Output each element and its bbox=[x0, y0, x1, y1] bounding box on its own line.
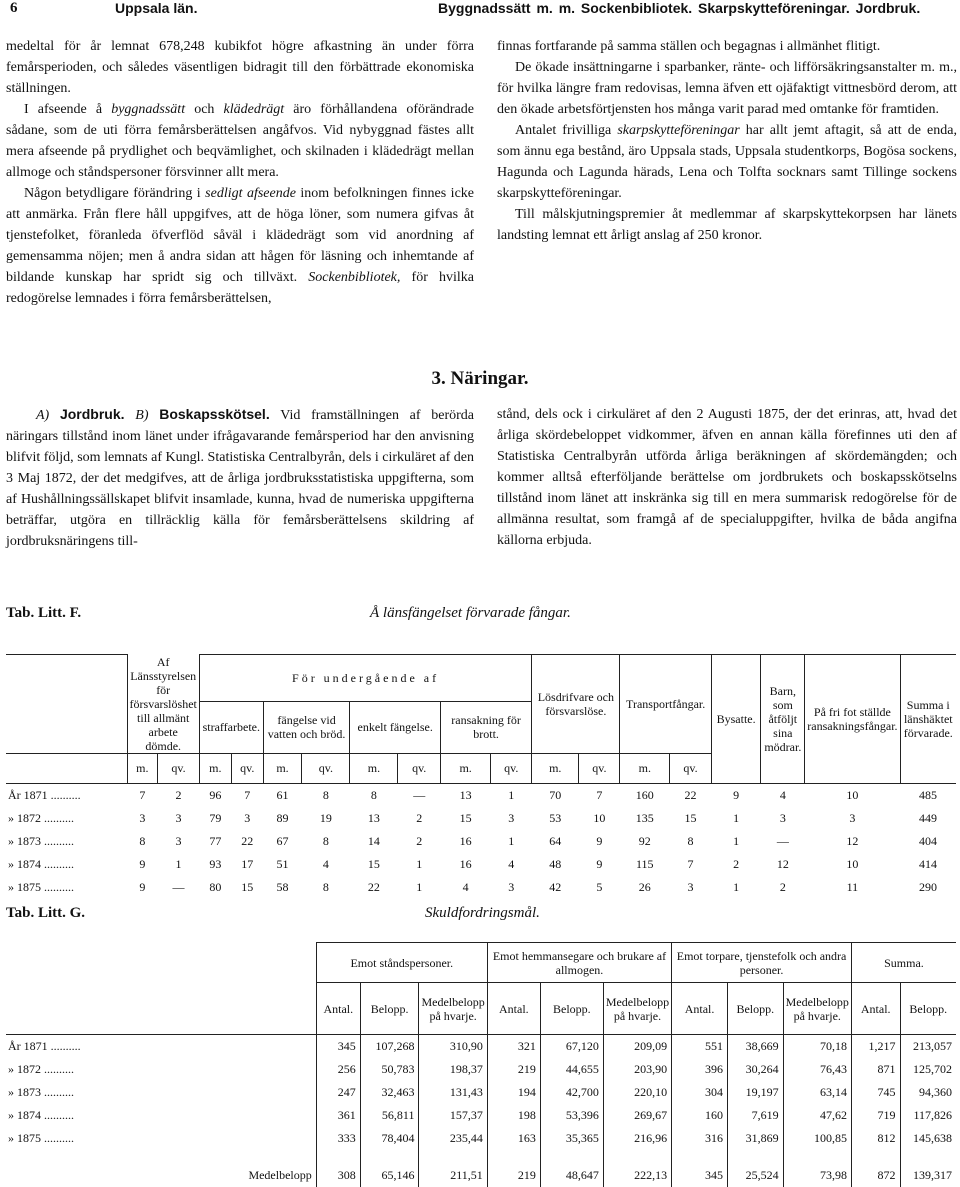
table-cell: 32,463 bbox=[360, 1081, 419, 1104]
table-cell: 160 bbox=[672, 1104, 728, 1127]
naringar-left-column bbox=[6, 404, 474, 552]
county-title: Uppsala län. bbox=[115, 0, 198, 16]
table-row bbox=[6, 876, 956, 899]
table-cell: 13 bbox=[367, 810, 380, 825]
col-header: ransakning för brott. bbox=[440, 701, 531, 753]
row-year bbox=[6, 1150, 316, 1164]
table-cell: 10 bbox=[846, 787, 859, 802]
table-cell: 361 bbox=[316, 1104, 360, 1127]
table-cell: 449 bbox=[919, 810, 938, 825]
table-cell: 3 bbox=[175, 810, 182, 825]
table-cell: 73,98 bbox=[783, 1164, 851, 1187]
col-header: Summa i länshäktet förvarade. bbox=[900, 655, 956, 784]
table-cell: 10 bbox=[846, 856, 859, 871]
table-cell: 1 bbox=[733, 833, 740, 848]
col-subheader: Antal. bbox=[672, 983, 728, 1035]
col-header: Emot hemmansegare och brukare af allmogen. bbox=[487, 943, 671, 983]
col-subheader: Antal. bbox=[851, 983, 900, 1035]
table-cell: 16 bbox=[459, 856, 472, 871]
unit-header: m. bbox=[440, 753, 490, 783]
table-cell: 213,057 bbox=[900, 1035, 956, 1059]
table-cell: 70,18 bbox=[783, 1035, 851, 1059]
table-cell: 316 bbox=[672, 1127, 728, 1150]
unit-header: qv. bbox=[579, 753, 620, 783]
col-header: Barn, som åtföljt sina mödrar. bbox=[761, 655, 805, 784]
table-cell: 235,44 bbox=[419, 1127, 487, 1150]
table-cell: 220,10 bbox=[603, 1081, 671, 1104]
col-subheader: Antal. bbox=[487, 983, 540, 1035]
paragraph: medeltal för år lemnat 678,248 kubikfot högre afkastning än under förra femårsperioden, och således väsentligen bidragit till den förbättrade ekonomiska ställningen. bbox=[6, 39, 474, 96]
table-cell: 256 bbox=[316, 1058, 360, 1081]
table-cell: 79 bbox=[209, 810, 222, 825]
table-cell: 145,638 bbox=[900, 1127, 956, 1150]
table-g-title: Skuldfordringsmål. bbox=[425, 905, 540, 921]
table-row bbox=[6, 1058, 956, 1081]
table-cell: 812 bbox=[851, 1127, 900, 1150]
table-cell: 15 bbox=[367, 856, 380, 871]
table-cell: 198,37 bbox=[419, 1058, 487, 1081]
unit-header: qv. bbox=[491, 753, 532, 783]
table-cell: 1 bbox=[733, 810, 740, 825]
table-cell: 2 bbox=[779, 879, 786, 894]
table-cell: 209,09 bbox=[603, 1035, 671, 1059]
col-header: enkelt fängelse. bbox=[350, 701, 441, 753]
table-cell: 3 bbox=[687, 879, 694, 894]
table-cell: 53 bbox=[549, 810, 562, 825]
table-cell: 7 bbox=[139, 787, 146, 802]
table-cell: 194 bbox=[487, 1081, 540, 1104]
table-cell: 1 bbox=[175, 856, 182, 871]
table-cell: 4 bbox=[462, 879, 469, 894]
row-year: År 1871 .......... bbox=[8, 787, 81, 802]
left-column bbox=[6, 36, 474, 309]
table-cell: 89 bbox=[276, 810, 289, 825]
col-subheader: Medelbelopp på hvarje. bbox=[603, 983, 671, 1035]
table-cell bbox=[900, 1150, 956, 1164]
table-cell: 321 bbox=[487, 1035, 540, 1059]
section-title: 3. Näringar. bbox=[431, 368, 529, 389]
table-cell bbox=[603, 1150, 671, 1164]
paragraph: I afseende å byggnadssätt och klädedrägt äro förhållandena oförändrade sådane, som de uti förra femårsberättelsen angåfvos. Vid nybyggnad fästes allt mera afseende på prydlighet och beqvämlighet, och skilnaden i klädedrägt mellan allmoge och ståndspersoner försvinner allt mera. bbox=[6, 102, 474, 180]
table-cell: 12 bbox=[776, 856, 789, 871]
table-cell: 107,268 bbox=[360, 1035, 419, 1059]
table-cell: 56,811 bbox=[360, 1104, 419, 1127]
table-cell: 94,360 bbox=[900, 1081, 956, 1104]
table-cell: 3 bbox=[508, 879, 515, 894]
col-header: På fri fot ställde ransakningsfångar. bbox=[805, 655, 900, 784]
col-header: Emot torpare, tjenstefolk och andra personer. bbox=[672, 943, 852, 983]
topics-title: Byggnadssätt m. m. Sockenbibliotek. Skarpskytteföreningar. Jordbruk. bbox=[438, 0, 921, 16]
col-header: fängelse vid vatten och bröd. bbox=[263, 701, 350, 753]
table-row bbox=[6, 1164, 956, 1187]
table-cell: 872 bbox=[851, 1164, 900, 1187]
table-cell: 8 bbox=[322, 787, 329, 802]
table-cell: 9 bbox=[139, 856, 146, 871]
table-cell: 93 bbox=[209, 856, 222, 871]
table-cell: 290 bbox=[919, 879, 938, 894]
table-cell: 15 bbox=[459, 810, 472, 825]
row-year: » 1874 .......... bbox=[8, 1108, 74, 1122]
table-cell: 2 bbox=[733, 856, 740, 871]
table-cell: 345 bbox=[672, 1164, 728, 1187]
paragraph: A) Jordbruk. B) Boskapsskötsel. Vid framställningen af berörda näringars tillstånd inom länet under ifrågavarande femårsperiod har den anvisning blifvit följd, som lemnats af Kungl. Statistiska Centralbyrån, dels i cirkuläret af den 3 Maj 1872, der det medgifves, att de årliga jordbruksstatistiska uppgifterna, som af Hushållningssällskapet blifvit insamlade, kunna, hvad de numeriska uppgifterna beträffar, utgöra en tillräcklig källa för femårsberättelsens skildring af jordbruksnäringens till- bbox=[6, 406, 475, 549]
table-row bbox=[6, 807, 956, 830]
table-cell: 3 bbox=[139, 810, 146, 825]
table-cell: 163 bbox=[487, 1127, 540, 1150]
col-header: Bysatte. bbox=[711, 655, 761, 784]
table-cell: 15 bbox=[241, 879, 254, 894]
table-cell: 219 bbox=[487, 1058, 540, 1081]
table-cell: 9 bbox=[596, 856, 603, 871]
table-cell: 203,90 bbox=[603, 1058, 671, 1081]
table-cell: 198 bbox=[487, 1104, 540, 1127]
table-cell: 92 bbox=[638, 833, 651, 848]
table-cell: 135 bbox=[635, 810, 654, 825]
table-cell: 17 bbox=[241, 856, 254, 871]
col-subheader: Belopp. bbox=[540, 983, 603, 1035]
table-row bbox=[6, 783, 956, 807]
unit-header: qv. bbox=[302, 753, 350, 783]
table-cell: 64 bbox=[549, 833, 562, 848]
table-cell bbox=[419, 1150, 487, 1164]
col-header: Summa. bbox=[851, 943, 956, 983]
table-cell: 4 bbox=[779, 787, 786, 802]
unit-header: m. bbox=[199, 753, 231, 783]
table-cell: 7,619 bbox=[727, 1104, 783, 1127]
col-header: straffarbete. bbox=[199, 701, 263, 753]
table-cell: 15 bbox=[684, 810, 697, 825]
unit-header: qv. bbox=[231, 753, 263, 783]
table-cell: 67 bbox=[276, 833, 289, 848]
table-cell: 219 bbox=[487, 1164, 540, 1187]
unit-header: m. bbox=[532, 753, 579, 783]
table-cell: 2 bbox=[175, 787, 182, 802]
table-cell: 80 bbox=[209, 879, 222, 894]
table-cell: 247 bbox=[316, 1081, 360, 1104]
table-cell: 47,62 bbox=[783, 1104, 851, 1127]
table-cell: 100,85 bbox=[783, 1127, 851, 1150]
table-cell: 345 bbox=[316, 1035, 360, 1059]
table-cell: 53,396 bbox=[540, 1104, 603, 1127]
table-cell: 26 bbox=[638, 879, 651, 894]
col-subheader: Belopp. bbox=[900, 983, 956, 1035]
table-cell: 3 bbox=[244, 810, 251, 825]
row-year: Medelbelopp bbox=[248, 1168, 312, 1182]
table-cell: 14 bbox=[367, 833, 380, 848]
col-subheader: Medelbelopp på hvarje. bbox=[783, 983, 851, 1035]
table-cell: — bbox=[172, 879, 185, 894]
table-cell: 719 bbox=[851, 1104, 900, 1127]
table-f-label: Tab. Litt. F. bbox=[6, 605, 82, 621]
table-row bbox=[6, 853, 956, 876]
table-cell: 160 bbox=[635, 787, 654, 802]
table-cell: 76,43 bbox=[783, 1058, 851, 1081]
col-subheader: Belopp. bbox=[360, 983, 419, 1035]
unit-header: m. bbox=[263, 753, 302, 783]
table-cell: 19,197 bbox=[727, 1081, 783, 1104]
table-g bbox=[6, 942, 956, 1187]
table-cell: 19 bbox=[319, 810, 332, 825]
table-cell: 31,869 bbox=[727, 1127, 783, 1150]
table-cell: 745 bbox=[851, 1081, 900, 1104]
table-row bbox=[6, 1081, 956, 1104]
table-cell: 414 bbox=[919, 856, 938, 871]
table-cell: 7 bbox=[596, 787, 603, 802]
table-cell: 1 bbox=[416, 856, 423, 871]
col-header: Af Länsstyrelsen för försvarslöshet till allmänt arbete dömde. bbox=[127, 655, 199, 754]
table-cell bbox=[316, 1150, 360, 1164]
table-cell: 157,37 bbox=[419, 1104, 487, 1127]
table-cell: 10 bbox=[593, 810, 606, 825]
table-cell: 3 bbox=[508, 810, 515, 825]
table-cell bbox=[540, 1150, 603, 1164]
table-cell bbox=[727, 1150, 783, 1164]
table-cell: 22 bbox=[367, 879, 380, 894]
table-cell: 115 bbox=[636, 856, 654, 871]
row-year: År 1871 .......... bbox=[8, 1039, 81, 1053]
table-cell: 1 bbox=[508, 833, 515, 848]
table-cell: 8 bbox=[687, 833, 694, 848]
table-cell: 269,67 bbox=[603, 1104, 671, 1127]
table-f bbox=[6, 654, 956, 899]
table-cell: 871 bbox=[851, 1058, 900, 1081]
table-cell: 5 bbox=[596, 879, 603, 894]
table-cell: 308 bbox=[316, 1164, 360, 1187]
paragraph: Antalet frivilliga skarpskytteföreningar har allt jemt aftagit, så att de enda, som ännu ega bestånd, äro Uppsala stads, Uppsala studentkorps, Bogösa sockens, Hagunda och Lagunda härads, Lena och Tolfta socknars samt Tillinge sockens skarpskytteföreningar. bbox=[497, 123, 957, 201]
table-cell: 485 bbox=[919, 787, 938, 802]
table-row bbox=[6, 1150, 956, 1164]
table-cell: 131,43 bbox=[419, 1081, 487, 1104]
unit-header: m. bbox=[350, 753, 398, 783]
col-subheader: Medelbelopp på hvarje. bbox=[419, 983, 487, 1035]
table-cell: 12 bbox=[846, 833, 859, 848]
row-year: » 1875 .......... bbox=[8, 879, 74, 894]
table-cell: 9 bbox=[596, 833, 603, 848]
table-cell: 139,317 bbox=[900, 1164, 956, 1187]
unit-header: qv. bbox=[670, 753, 712, 783]
unit-header: qv. bbox=[158, 753, 200, 783]
table-cell: 310,90 bbox=[419, 1035, 487, 1059]
paragraph: Någon betydligare förändring i sedligt afseende inom befolkningen finnes icke att anmärka. Från flere håll uppgifves, att de höga löner, som numera gifvas åt tjenstefolket, föranleda öfverflöd såväl i klädedrägt som vid anordning af gemensamma nöjen; men å andra sidan att hågen för läsning och inhemtande af bildande kunskap har spridt sig och tillväxt. Sockenbibliotek, för hvilka redogörelse lemnades i förra femårsberättelsen, bbox=[6, 186, 474, 306]
table-cell: 3 bbox=[849, 810, 856, 825]
row-year: » 1873 .......... bbox=[8, 833, 74, 848]
table-cell: 42 bbox=[549, 879, 562, 894]
table-cell: 61 bbox=[276, 787, 289, 802]
table-cell: 11 bbox=[846, 879, 859, 894]
table-cell: 7 bbox=[244, 787, 251, 802]
table-row bbox=[6, 1104, 956, 1127]
table-cell: 404 bbox=[919, 833, 938, 848]
table-cell: 396 bbox=[672, 1058, 728, 1081]
table-cell: — bbox=[776, 833, 789, 848]
table-cell bbox=[783, 1150, 851, 1164]
table-g-label: Tab. Litt. G. bbox=[6, 905, 86, 921]
table-f-title: Å länsfängelset förvarade fångar. bbox=[370, 605, 571, 621]
table-cell: 1 bbox=[508, 787, 515, 802]
table-cell: 48,647 bbox=[540, 1164, 603, 1187]
table-cell: 2 bbox=[416, 833, 423, 848]
unit-header: qv. bbox=[398, 753, 441, 783]
table-cell: 3 bbox=[779, 810, 786, 825]
col-header: Emot ståndspersoner. bbox=[316, 943, 487, 983]
table-cell bbox=[487, 1150, 540, 1164]
table-cell: 304 bbox=[672, 1081, 728, 1104]
table-cell: 70 bbox=[549, 787, 562, 802]
col-header: För undergående af bbox=[199, 655, 531, 702]
table-cell: 117,826 bbox=[900, 1104, 956, 1127]
table-cell: 77 bbox=[209, 833, 222, 848]
table-cell: 30,264 bbox=[727, 1058, 783, 1081]
table-cell: 65,146 bbox=[360, 1164, 419, 1187]
unit-header: m. bbox=[620, 753, 670, 783]
table-cell: 16 bbox=[459, 833, 472, 848]
table-cell: 51 bbox=[276, 856, 289, 871]
right-column bbox=[497, 36, 957, 246]
table-row bbox=[6, 830, 956, 853]
table-cell: 22 bbox=[684, 787, 697, 802]
table-cell: 67,120 bbox=[540, 1035, 603, 1059]
table-cell bbox=[360, 1150, 419, 1164]
row-year: » 1873 .......... bbox=[8, 1085, 74, 1099]
table-cell: 8 bbox=[139, 833, 146, 848]
table-cell: 13 bbox=[459, 787, 472, 802]
table-cell: 8 bbox=[322, 833, 329, 848]
table-cell: 1 bbox=[416, 879, 423, 894]
page-number: 6 bbox=[10, 0, 18, 16]
table-cell: 63,14 bbox=[783, 1081, 851, 1104]
table-cell: 78,404 bbox=[360, 1127, 419, 1150]
table-cell bbox=[851, 1150, 900, 1164]
paragraph: stånd, dels ock i cirkuläret af den 2 Augusti 1875, der det erinras, att, hvad det årliga skördebeloppet vidkommer, äfven en annan källa förefinnes uti den af Statistiska Centralbyrån utförda årliga beräkningen af skördemängden; och kommer alltså efterföljande berättelse om jordbrukets och boskapsskötselns tillstånd inom länet att inskränka sig till en mera summarisk redogörelse för de allmänna resultat, som framgå af de specialuppgifter, hvilka de båda angifna källorna erbjuda. bbox=[497, 407, 957, 548]
table-cell: 48 bbox=[549, 856, 562, 871]
table-cell: 38,669 bbox=[727, 1035, 783, 1059]
col-header: Transportfångar. bbox=[620, 655, 711, 754]
table-cell bbox=[672, 1150, 728, 1164]
table-cell: — bbox=[413, 787, 426, 802]
table-cell: 42,700 bbox=[540, 1081, 603, 1104]
table-cell: 9 bbox=[733, 787, 740, 802]
table-cell: 211,51 bbox=[419, 1164, 487, 1187]
row-year: » 1874 .......... bbox=[8, 856, 74, 871]
row-year: » 1872 .......... bbox=[8, 1062, 74, 1076]
table-cell: 551 bbox=[672, 1035, 728, 1059]
table-cell: 8 bbox=[322, 879, 329, 894]
table-cell: 125,702 bbox=[900, 1058, 956, 1081]
table-cell: 22 bbox=[241, 833, 254, 848]
col-subheader: Belopp. bbox=[727, 983, 783, 1035]
table-cell: 2 bbox=[416, 810, 423, 825]
table-cell: 216,96 bbox=[603, 1127, 671, 1150]
row-year: » 1875 .......... bbox=[8, 1131, 74, 1145]
table-cell: 4 bbox=[322, 856, 329, 871]
paragraph: finnas fortfarande på samma ställen och begagnas i allmänhet flitigt. bbox=[497, 39, 881, 54]
table-cell: 4 bbox=[508, 856, 515, 871]
table-cell: 96 bbox=[209, 787, 222, 802]
unit-header: m. bbox=[127, 753, 158, 783]
table-cell: 25,524 bbox=[727, 1164, 783, 1187]
table-cell: 35,365 bbox=[540, 1127, 603, 1150]
row-year: » 1872 .......... bbox=[8, 810, 74, 825]
table-cell: 7 bbox=[687, 856, 694, 871]
table-row bbox=[6, 1035, 956, 1059]
naringar-right-column bbox=[497, 404, 957, 551]
col-subheader: Antal. bbox=[316, 983, 360, 1035]
table-cell: 3 bbox=[175, 833, 182, 848]
table-cell: 222,13 bbox=[603, 1164, 671, 1187]
paragraph: Till målskjutningspremier åt medlemmar af skarpskyttekorpsen har länets landsting lemnat ett årligt anslag af 250 kronor. bbox=[497, 207, 957, 243]
table-cell: 333 bbox=[316, 1127, 360, 1150]
table-cell: 1,217 bbox=[851, 1035, 900, 1059]
paragraph: De ökade insättningarne i sparbanker, ränte- och lifförsäkringsanstalter m. m., för hvilka längre fram redovisas, lemna äfven ett ojäfaktigt vittnesbörd derom, att den ökade arbetsförtjensten hos många varit parad med omtanke för framtiden. bbox=[497, 60, 957, 117]
table-cell: 9 bbox=[139, 879, 146, 894]
table-cell: 8 bbox=[370, 787, 377, 802]
table-cell: 44,655 bbox=[540, 1058, 603, 1081]
table-cell: 50,783 bbox=[360, 1058, 419, 1081]
page-header bbox=[0, 0, 960, 20]
table-row bbox=[6, 1127, 956, 1150]
col-header: Lösdrifvare och försvarslöse. bbox=[532, 655, 620, 754]
table-cell: 58 bbox=[276, 879, 289, 894]
table-cell: 1 bbox=[733, 879, 740, 894]
